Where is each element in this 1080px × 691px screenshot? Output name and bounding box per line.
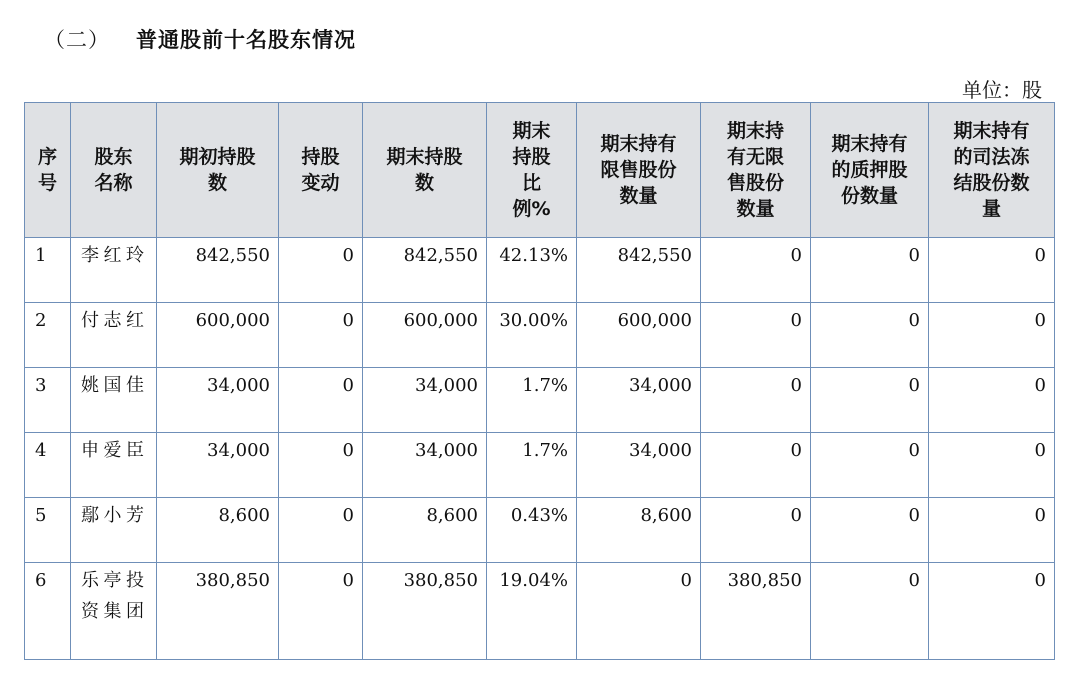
cell-frozen-shares: 0 bbox=[929, 563, 1055, 660]
cell-shareholder-name: 李红玲 bbox=[71, 238, 157, 303]
unit-label: 单位：股 bbox=[962, 78, 1042, 102]
table-row bbox=[25, 498, 1055, 563]
header-serial-number: 序号 bbox=[25, 103, 71, 238]
cell-frozen-shares: 0 bbox=[929, 368, 1055, 433]
section-title bbox=[44, 24, 356, 54]
cell-shareholder-name: 乐亭投资集团 bbox=[71, 563, 157, 660]
header-restricted-shares: 期末持有限售股份数量 bbox=[577, 103, 701, 238]
section-number: （二） bbox=[44, 28, 110, 52]
cell-pledged-shares: 0 bbox=[811, 498, 929, 563]
table-row bbox=[25, 303, 1055, 368]
cell-closing-ratio: 30.00% bbox=[487, 303, 577, 368]
cell-opening-shares: 842,550 bbox=[157, 238, 279, 303]
cell-restricted-shares: 0 bbox=[577, 563, 701, 660]
header-pledged-shares: 期末持有的质押股份数量 bbox=[811, 103, 929, 238]
cell-closing-shares: 8,600 bbox=[363, 498, 487, 563]
cell-share-change: 0 bbox=[279, 498, 363, 563]
cell-opening-shares: 8,600 bbox=[157, 498, 279, 563]
cell-restricted-shares: 842,550 bbox=[577, 238, 701, 303]
cell-closing-shares: 34,000 bbox=[363, 368, 487, 433]
top-ten-shareholders-table bbox=[24, 102, 1055, 660]
cell-unrestricted-shares: 0 bbox=[701, 303, 811, 368]
cell-opening-shares: 380,850 bbox=[157, 563, 279, 660]
header-opening-shares: 期初持股数 bbox=[157, 103, 279, 238]
header-closing-ratio: 期末持股比例% bbox=[487, 103, 577, 238]
cell-closing-ratio: 0.43% bbox=[487, 498, 577, 563]
cell-unrestricted-shares: 0 bbox=[701, 433, 811, 498]
cell-frozen-shares: 0 bbox=[929, 498, 1055, 563]
section-heading-text: 普通股前十名股东情况 bbox=[136, 28, 356, 52]
cell-share-change: 0 bbox=[279, 238, 363, 303]
cell-opening-shares: 600,000 bbox=[157, 303, 279, 368]
cell-closing-shares: 380,850 bbox=[363, 563, 487, 660]
header-closing-shares: 期末持股数 bbox=[363, 103, 487, 238]
cell-frozen-shares: 0 bbox=[929, 238, 1055, 303]
cell-restricted-shares: 8,600 bbox=[577, 498, 701, 563]
cell-closing-ratio: 19.04% bbox=[487, 563, 577, 660]
cell-share-change: 0 bbox=[279, 433, 363, 498]
cell-closing-shares: 600,000 bbox=[363, 303, 487, 368]
table-row bbox=[25, 563, 1055, 660]
table-header-row bbox=[25, 103, 1055, 238]
cell-opening-shares: 34,000 bbox=[157, 368, 279, 433]
header-unrestricted-shares: 期末持有无限售股份数量 bbox=[701, 103, 811, 238]
cell-restricted-shares: 34,000 bbox=[577, 368, 701, 433]
cell-unrestricted-shares: 0 bbox=[701, 368, 811, 433]
table-row bbox=[25, 368, 1055, 433]
cell-share-change: 0 bbox=[279, 563, 363, 660]
cell-serial: 4 bbox=[25, 433, 71, 498]
cell-restricted-shares: 34,000 bbox=[577, 433, 701, 498]
cell-closing-ratio: 1.7% bbox=[487, 433, 577, 498]
cell-frozen-shares: 0 bbox=[929, 433, 1055, 498]
cell-restricted-shares: 600,000 bbox=[577, 303, 701, 368]
cell-shareholder-name: 鄢小芳 bbox=[71, 498, 157, 563]
cell-closing-ratio: 42.13% bbox=[487, 238, 577, 303]
cell-pledged-shares: 0 bbox=[811, 238, 929, 303]
cell-closing-ratio: 1.7% bbox=[487, 368, 577, 433]
header-frozen-shares: 期末持有的司法冻结股份数量 bbox=[929, 103, 1055, 238]
cell-opening-shares: 34,000 bbox=[157, 433, 279, 498]
table-row bbox=[25, 238, 1055, 303]
cell-frozen-shares: 0 bbox=[929, 303, 1055, 368]
cell-pledged-shares: 0 bbox=[811, 433, 929, 498]
cell-unrestricted-shares: 380,850 bbox=[701, 563, 811, 660]
cell-pledged-shares: 0 bbox=[811, 563, 929, 660]
cell-unrestricted-shares: 0 bbox=[701, 238, 811, 303]
cell-share-change: 0 bbox=[279, 368, 363, 433]
header-share-change: 持股变动 bbox=[279, 103, 363, 238]
cell-unrestricted-shares: 0 bbox=[701, 498, 811, 563]
cell-pledged-shares: 0 bbox=[811, 368, 929, 433]
cell-shareholder-name: 姚国佳 bbox=[71, 368, 157, 433]
cell-shareholder-name: 申爱臣 bbox=[71, 433, 157, 498]
cell-serial: 6 bbox=[25, 563, 71, 660]
cell-serial: 3 bbox=[25, 368, 71, 433]
cell-share-change: 0 bbox=[279, 303, 363, 368]
table-row bbox=[25, 433, 1055, 498]
cell-serial: 1 bbox=[25, 238, 71, 303]
cell-closing-shares: 842,550 bbox=[363, 238, 487, 303]
cell-serial: 5 bbox=[25, 498, 71, 563]
cell-serial: 2 bbox=[25, 303, 71, 368]
cell-pledged-shares: 0 bbox=[811, 303, 929, 368]
header-shareholder-name: 股东名称 bbox=[71, 103, 157, 238]
cell-closing-shares: 34,000 bbox=[363, 433, 487, 498]
cell-shareholder-name: 付志红 bbox=[71, 303, 157, 368]
